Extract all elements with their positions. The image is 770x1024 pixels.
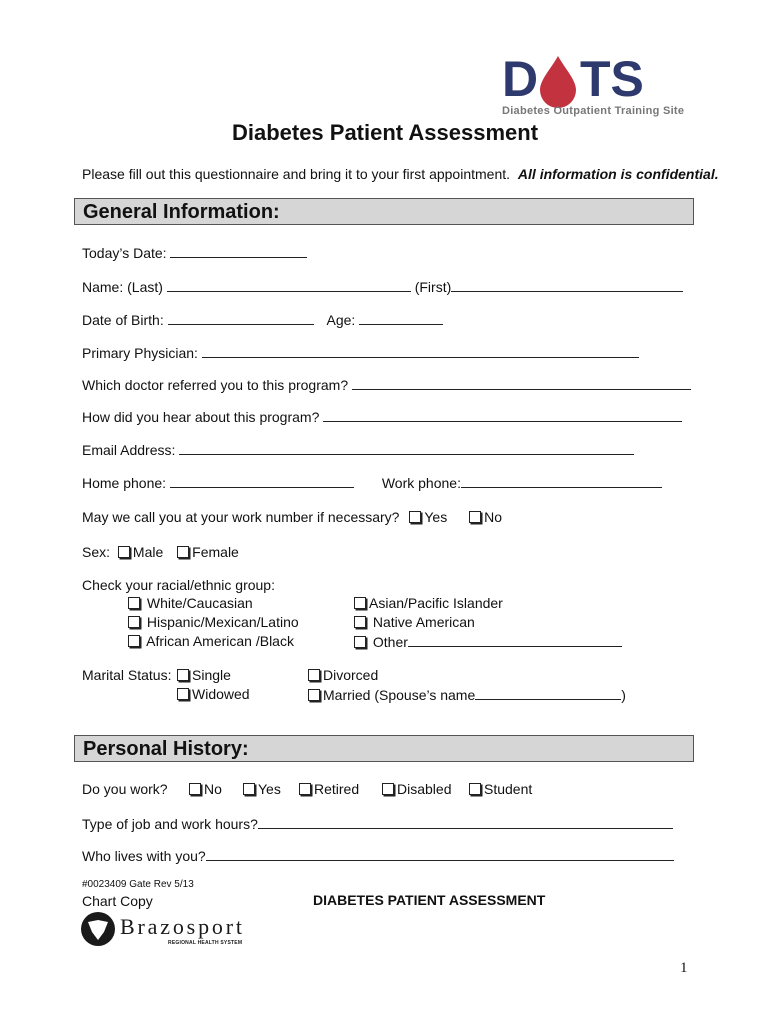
physician-field[interactable]	[202, 344, 639, 358]
checkbox-icon[interactable]	[243, 783, 255, 795]
work-phone-label: Work phone:	[381, 475, 461, 491]
job-hours-row	[82, 815, 673, 833]
close-paren: )	[621, 687, 626, 703]
spouse-name-field[interactable]	[475, 686, 621, 700]
todays-date-field[interactable]	[170, 244, 307, 258]
sex-label: Sex:	[82, 544, 111, 560]
ethnic-other-field[interactable]	[408, 633, 622, 647]
sex-female-label: Female	[192, 544, 239, 560]
brazosport-subtitle: REGIONAL HEALTH SYSTEM	[168, 940, 242, 946]
chart-copy: Chart Copy	[82, 893, 153, 909]
checkbox-icon[interactable]	[118, 546, 130, 558]
page-number: 1	[680, 960, 688, 976]
checkbox-icon[interactable]	[409, 511, 421, 523]
brazosport-wordmark: Brazosport	[120, 914, 242, 939]
marital-single[interactable]	[177, 667, 231, 684]
checkbox-icon[interactable]	[469, 511, 481, 523]
checkbox-icon[interactable]	[177, 669, 189, 681]
ethnic-white-label: White/Caucasian	[146, 595, 253, 611]
intro-sentence: Please fill out this questionnaire and bring it to your first appointment.	[82, 166, 511, 182]
physician-row	[82, 344, 639, 362]
personal-history-header	[74, 735, 694, 762]
hear-field[interactable]	[323, 408, 682, 422]
who-lives-field[interactable]	[206, 847, 674, 861]
general-info-header	[74, 198, 694, 225]
physician-label: Primary Physician:	[82, 345, 198, 361]
checkbox-icon[interactable]	[354, 616, 366, 628]
dots-logo	[500, 48, 690, 120]
home-phone-label: Home phone:	[82, 475, 167, 491]
work-phone-field[interactable]	[461, 474, 662, 488]
hear-label: How did you hear about this program?	[82, 409, 320, 425]
checkbox-icon[interactable]	[382, 783, 394, 795]
marital-divorced[interactable]	[308, 667, 378, 684]
work-disabled[interactable]	[382, 781, 451, 798]
hear-row	[82, 408, 682, 426]
sex-male-label: Male	[132, 544, 164, 560]
checkbox-icon[interactable]	[354, 597, 366, 609]
ethnic-african-american-label: African American /Black	[146, 633, 294, 649]
marital-widowed[interactable]	[177, 686, 250, 703]
dots-logo-ts: TS	[580, 51, 644, 107]
call-work-no-label: No	[484, 509, 502, 525]
work-student-label: Student	[484, 781, 533, 797]
marital-married[interactable]	[308, 686, 626, 704]
dots-logo-subtitle: Diabetes Outpatient Training Site	[502, 105, 684, 117]
phone-row	[82, 474, 662, 492]
call-work-yes[interactable]	[409, 509, 447, 525]
sex-male[interactable]	[118, 544, 163, 560]
ethnic-native-american-label: Native American	[372, 614, 475, 630]
ethnic-hispanic-label: Hispanic/Mexican/Latino	[146, 614, 299, 630]
checkbox-icon[interactable]	[308, 669, 320, 681]
blood-drop-icon	[540, 56, 576, 108]
dots-logo-d: D	[502, 51, 539, 107]
general-info-heading: General Information:	[83, 201, 280, 223]
work-yes-label: Yes	[258, 781, 281, 797]
personal-history-heading: Personal History:	[83, 738, 249, 760]
name-row	[82, 278, 683, 296]
marital-divorced-label: Divorced	[323, 667, 379, 683]
name-last-label: Name: (Last)	[82, 279, 163, 295]
checkbox-icon[interactable]	[299, 783, 311, 795]
work-no-label: No	[204, 781, 222, 797]
email-label: Email Address:	[82, 442, 176, 458]
ethnic-hispanic[interactable]	[128, 614, 299, 631]
ethnic-asian[interactable]	[354, 595, 503, 612]
confidential-note: All information is confidential.	[517, 166, 719, 182]
todays-date-row	[82, 244, 307, 262]
work-yes[interactable]	[243, 781, 281, 798]
name-first-label: (First)	[414, 279, 452, 295]
work-disabled-label: Disabled	[397, 781, 452, 797]
who-lives-label: Who lives with you?	[82, 848, 206, 864]
checkbox-icon[interactable]	[128, 616, 140, 628]
dob-field[interactable]	[168, 311, 314, 325]
checkbox-icon[interactable]	[128, 597, 140, 609]
work-retired[interactable]	[299, 781, 359, 798]
call-work-row	[82, 509, 502, 526]
marital-widowed-label: Widowed	[192, 686, 250, 702]
checkbox-icon[interactable]	[177, 546, 189, 558]
name-first-field[interactable]	[451, 278, 683, 292]
ethnic-native-american[interactable]	[354, 614, 475, 631]
job-hours-label: Type of job and work hours?	[82, 816, 258, 832]
age-field[interactable]	[359, 311, 443, 325]
todays-date-label: Today’s Date:	[82, 245, 167, 261]
job-hours-field[interactable]	[258, 815, 673, 829]
footer-form-title: DIABETES PATIENT ASSESSMENT	[313, 892, 546, 908]
brazosport-logo	[80, 910, 245, 948]
marital-label: Marital Status:	[82, 667, 172, 683]
age-label: Age:	[326, 312, 356, 328]
work-no[interactable]	[189, 781, 222, 798]
referred-row	[82, 376, 691, 394]
intro-text	[82, 166, 719, 183]
ethnic-white[interactable]	[128, 595, 253, 612]
call-work-label: May we call you at your work number if necessary?	[82, 509, 400, 525]
checkbox-icon[interactable]	[308, 689, 320, 701]
ethnic-other[interactable]	[354, 633, 622, 651]
dob-label: Date of Birth:	[82, 312, 164, 328]
referred-field[interactable]	[352, 376, 691, 390]
call-work-no[interactable]	[469, 509, 502, 525]
call-work-yes-label: Yes	[424, 509, 448, 525]
checkbox-icon[interactable]	[177, 688, 189, 700]
form-number: #0023409 Gate Rev 5/13	[82, 879, 194, 890]
ethnic-prompt: Check your racial/ethnic group:	[82, 577, 275, 593]
page-title: Diabetes Patient Assessment	[231, 120, 539, 145]
ethnic-african-american[interactable]	[128, 633, 294, 650]
referred-label: Which doctor referred you to this program?	[82, 377, 349, 393]
checkbox-icon[interactable]	[469, 783, 481, 795]
marital-single-label: Single	[192, 667, 231, 683]
ethnic-other-label: Other	[372, 634, 408, 650]
email-field[interactable]	[179, 441, 634, 455]
checkbox-icon[interactable]	[128, 635, 140, 647]
ethnic-asian-label: Asian/Pacific Islander	[369, 595, 503, 611]
work-student[interactable]	[469, 781, 532, 798]
marital-married-label: Married (Spouse’s name	[323, 687, 476, 703]
work-retired-label: Retired	[314, 781, 360, 797]
dob-row	[82, 311, 443, 329]
home-phone-field[interactable]	[170, 474, 354, 488]
name-last-field[interactable]	[167, 278, 411, 292]
checkbox-icon[interactable]	[354, 636, 366, 648]
work-q-label: Do you work?	[82, 781, 168, 797]
sex-female[interactable]	[177, 544, 239, 560]
email-row	[82, 441, 634, 459]
checkbox-icon[interactable]	[189, 783, 201, 795]
sex-row	[82, 544, 239, 561]
who-lives-row	[82, 847, 674, 865]
